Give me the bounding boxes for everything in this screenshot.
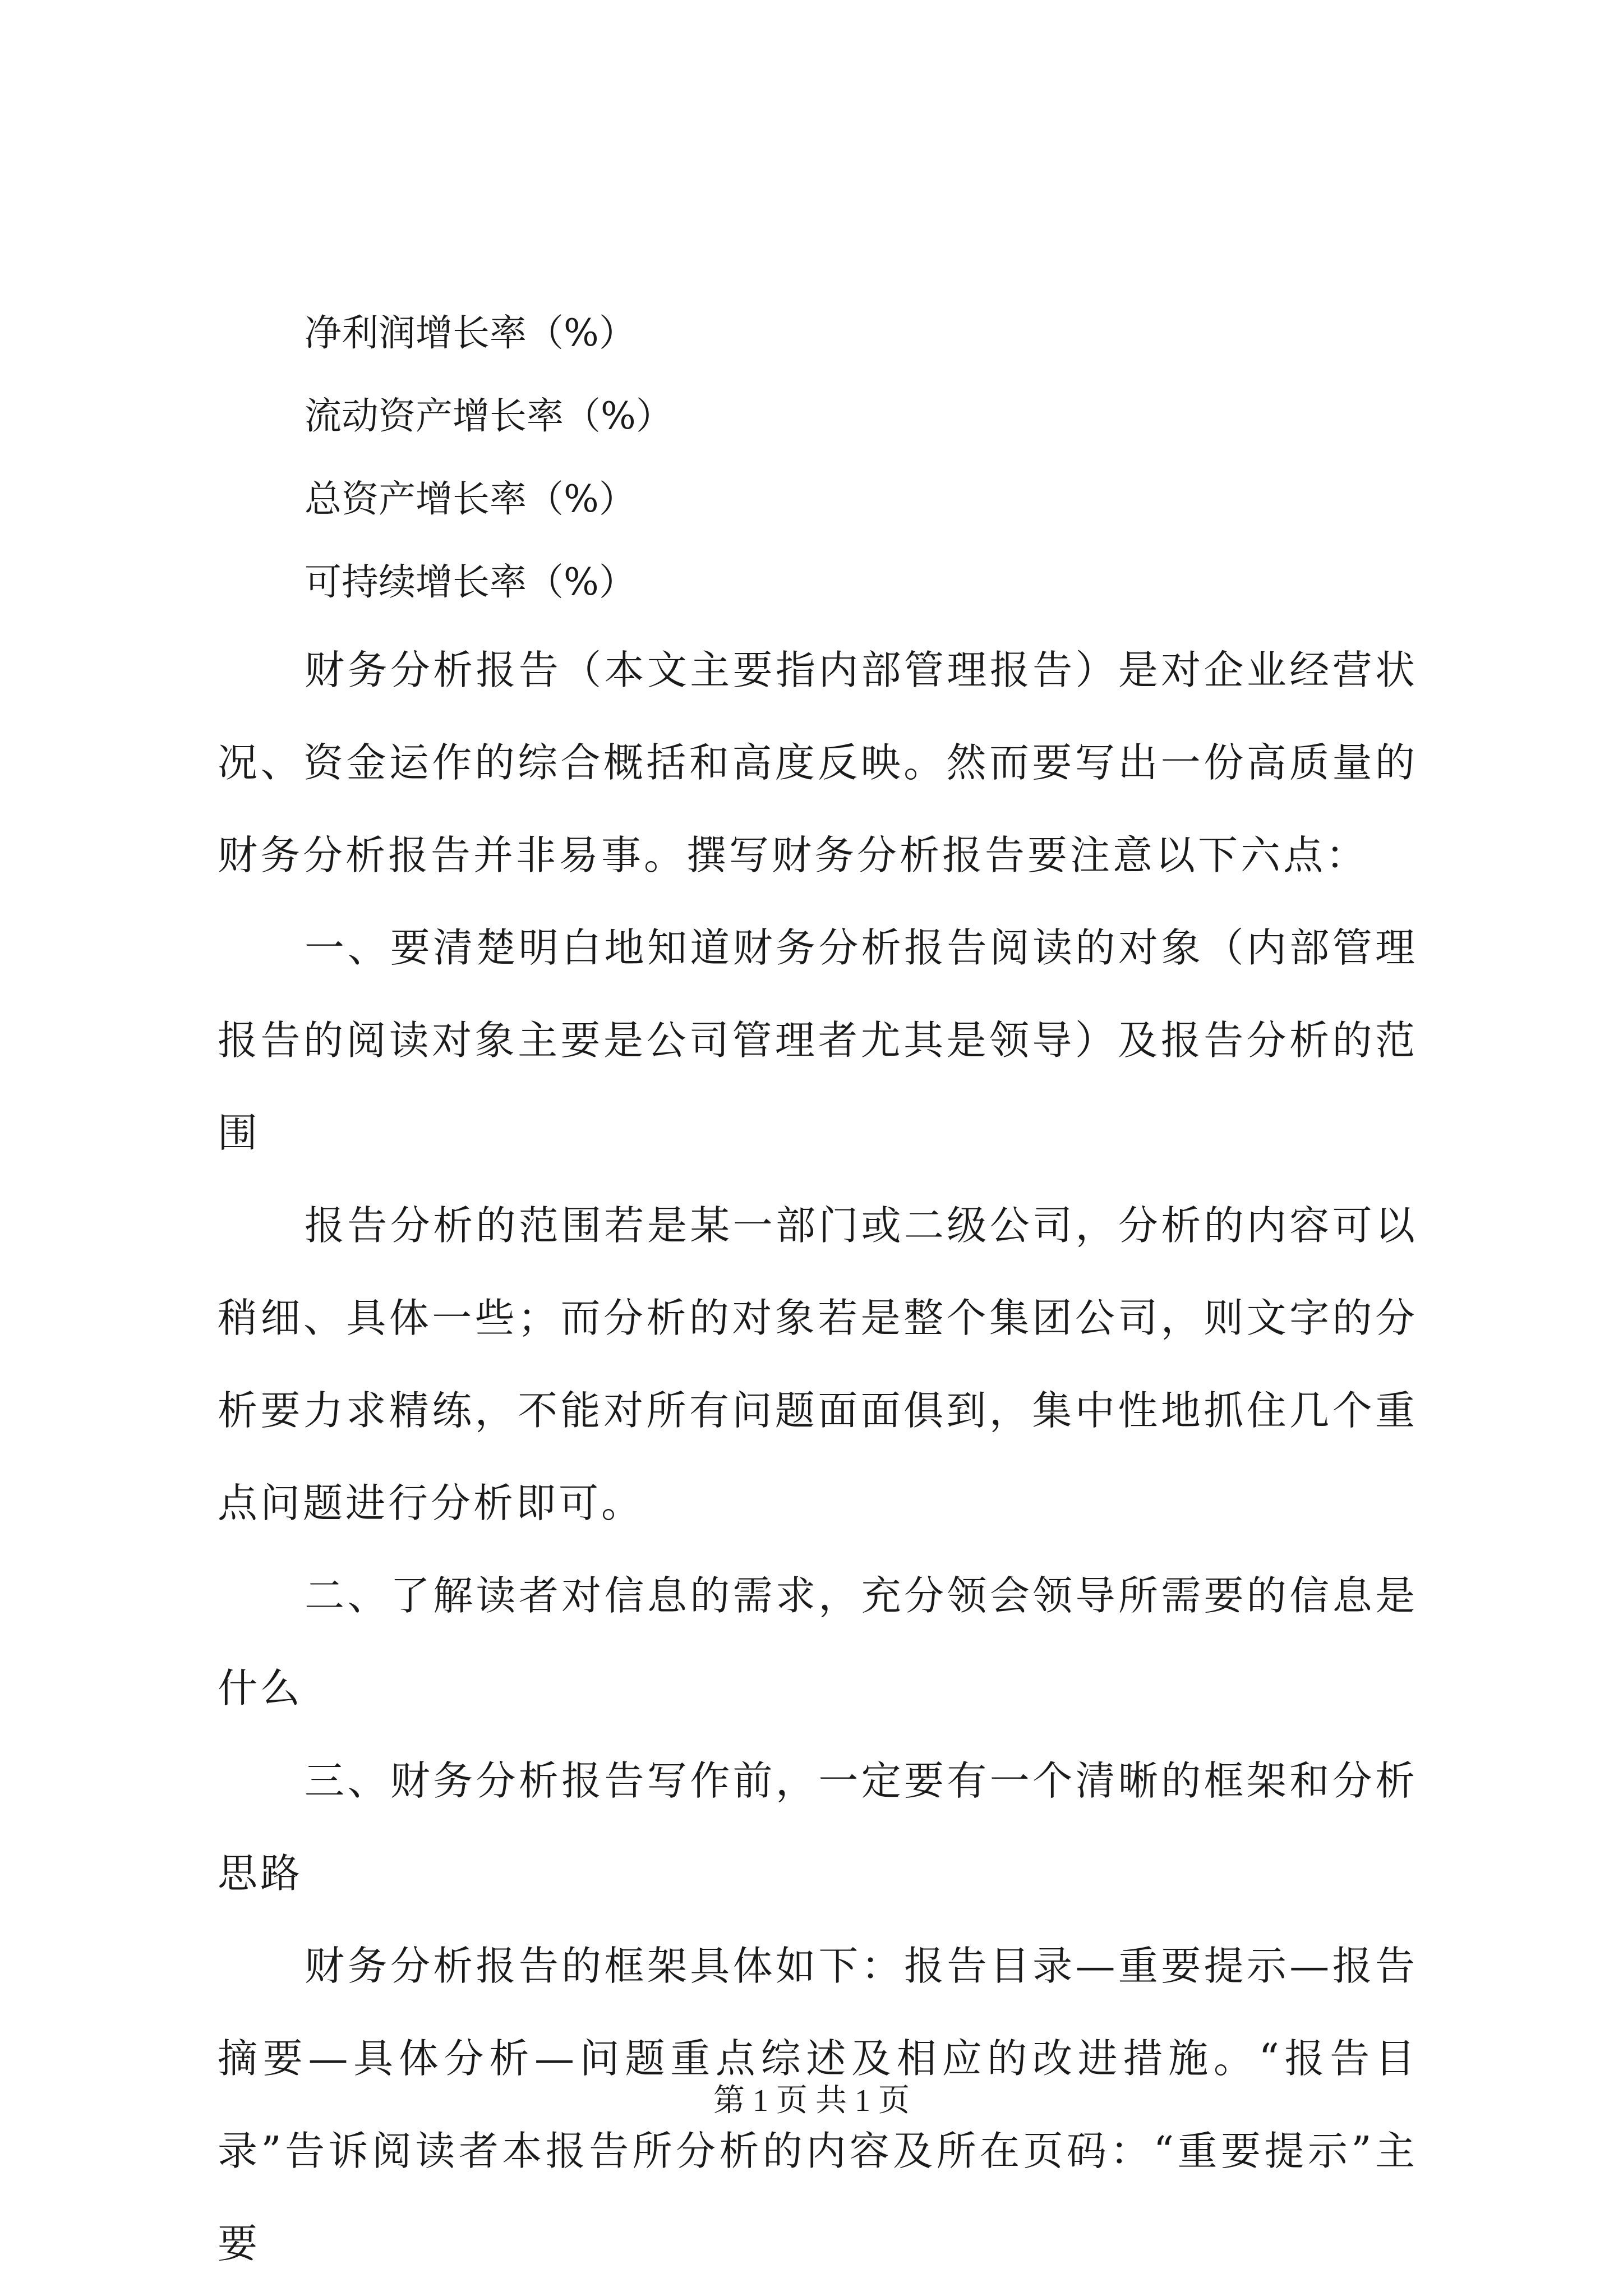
point-one-heading: 一、要清楚明白地知道财务分析报告阅读的对象（内部管理报告的阅读对象主要是公司管理者尤其是领导）及报告分析的范围 [218,924,1418,1156]
point-three-heading: 三、财务分析报告写作前，一定要有一个清晰的框架和分析思路 [218,1757,1418,1897]
point-two-heading: 二、了解读者对信息的需求，充分领会领导所需要的信息是什么 [218,1572,1418,1711]
framework-paragraph: 财务分析报告的框架具体如下：报告目录—重要提示—报告摘要—具体分析—问题重点综述及相应的改进措施。“报告目录”告诉阅读者本报告所分析的内容及所在页码：“重要提示”主要 [218,1943,1418,2267]
page-body [218,292,1418,2290]
page-number-footer: 第 1 页 共 1 页 [713,2083,910,2118]
metric-item-net-profit-growth: 净利润增长率（%） [305,311,636,355]
metric-list [218,292,1418,624]
metric-item-sustainable-growth: 可持续增长率（%） [305,560,636,604]
metric-item-total-assets-growth: 总资产增长率（%） [305,477,636,521]
metric-item-current-assets-growth: 流动资产增长率（%） [305,394,673,438]
scope-paragraph: 报告分析的范围若是某一部门或二级公司，分析的内容可以稍细、具体一些；而分析的对象若是整个集团公司，则文字的分析要力求精练，不能对所有问题面面俱到，集中性地抓住几个重点问题进行分析即可。 [218,1202,1418,1526]
intro-paragraph: 财务分析报告（本文主要指内部管理报告）是对企业经营状况、资金运作的综合概括和高度反映。然而要写出一份高质量的财务分析报告并非易事。撰写财务分析报告要注意以下六点： [218,647,1418,878]
